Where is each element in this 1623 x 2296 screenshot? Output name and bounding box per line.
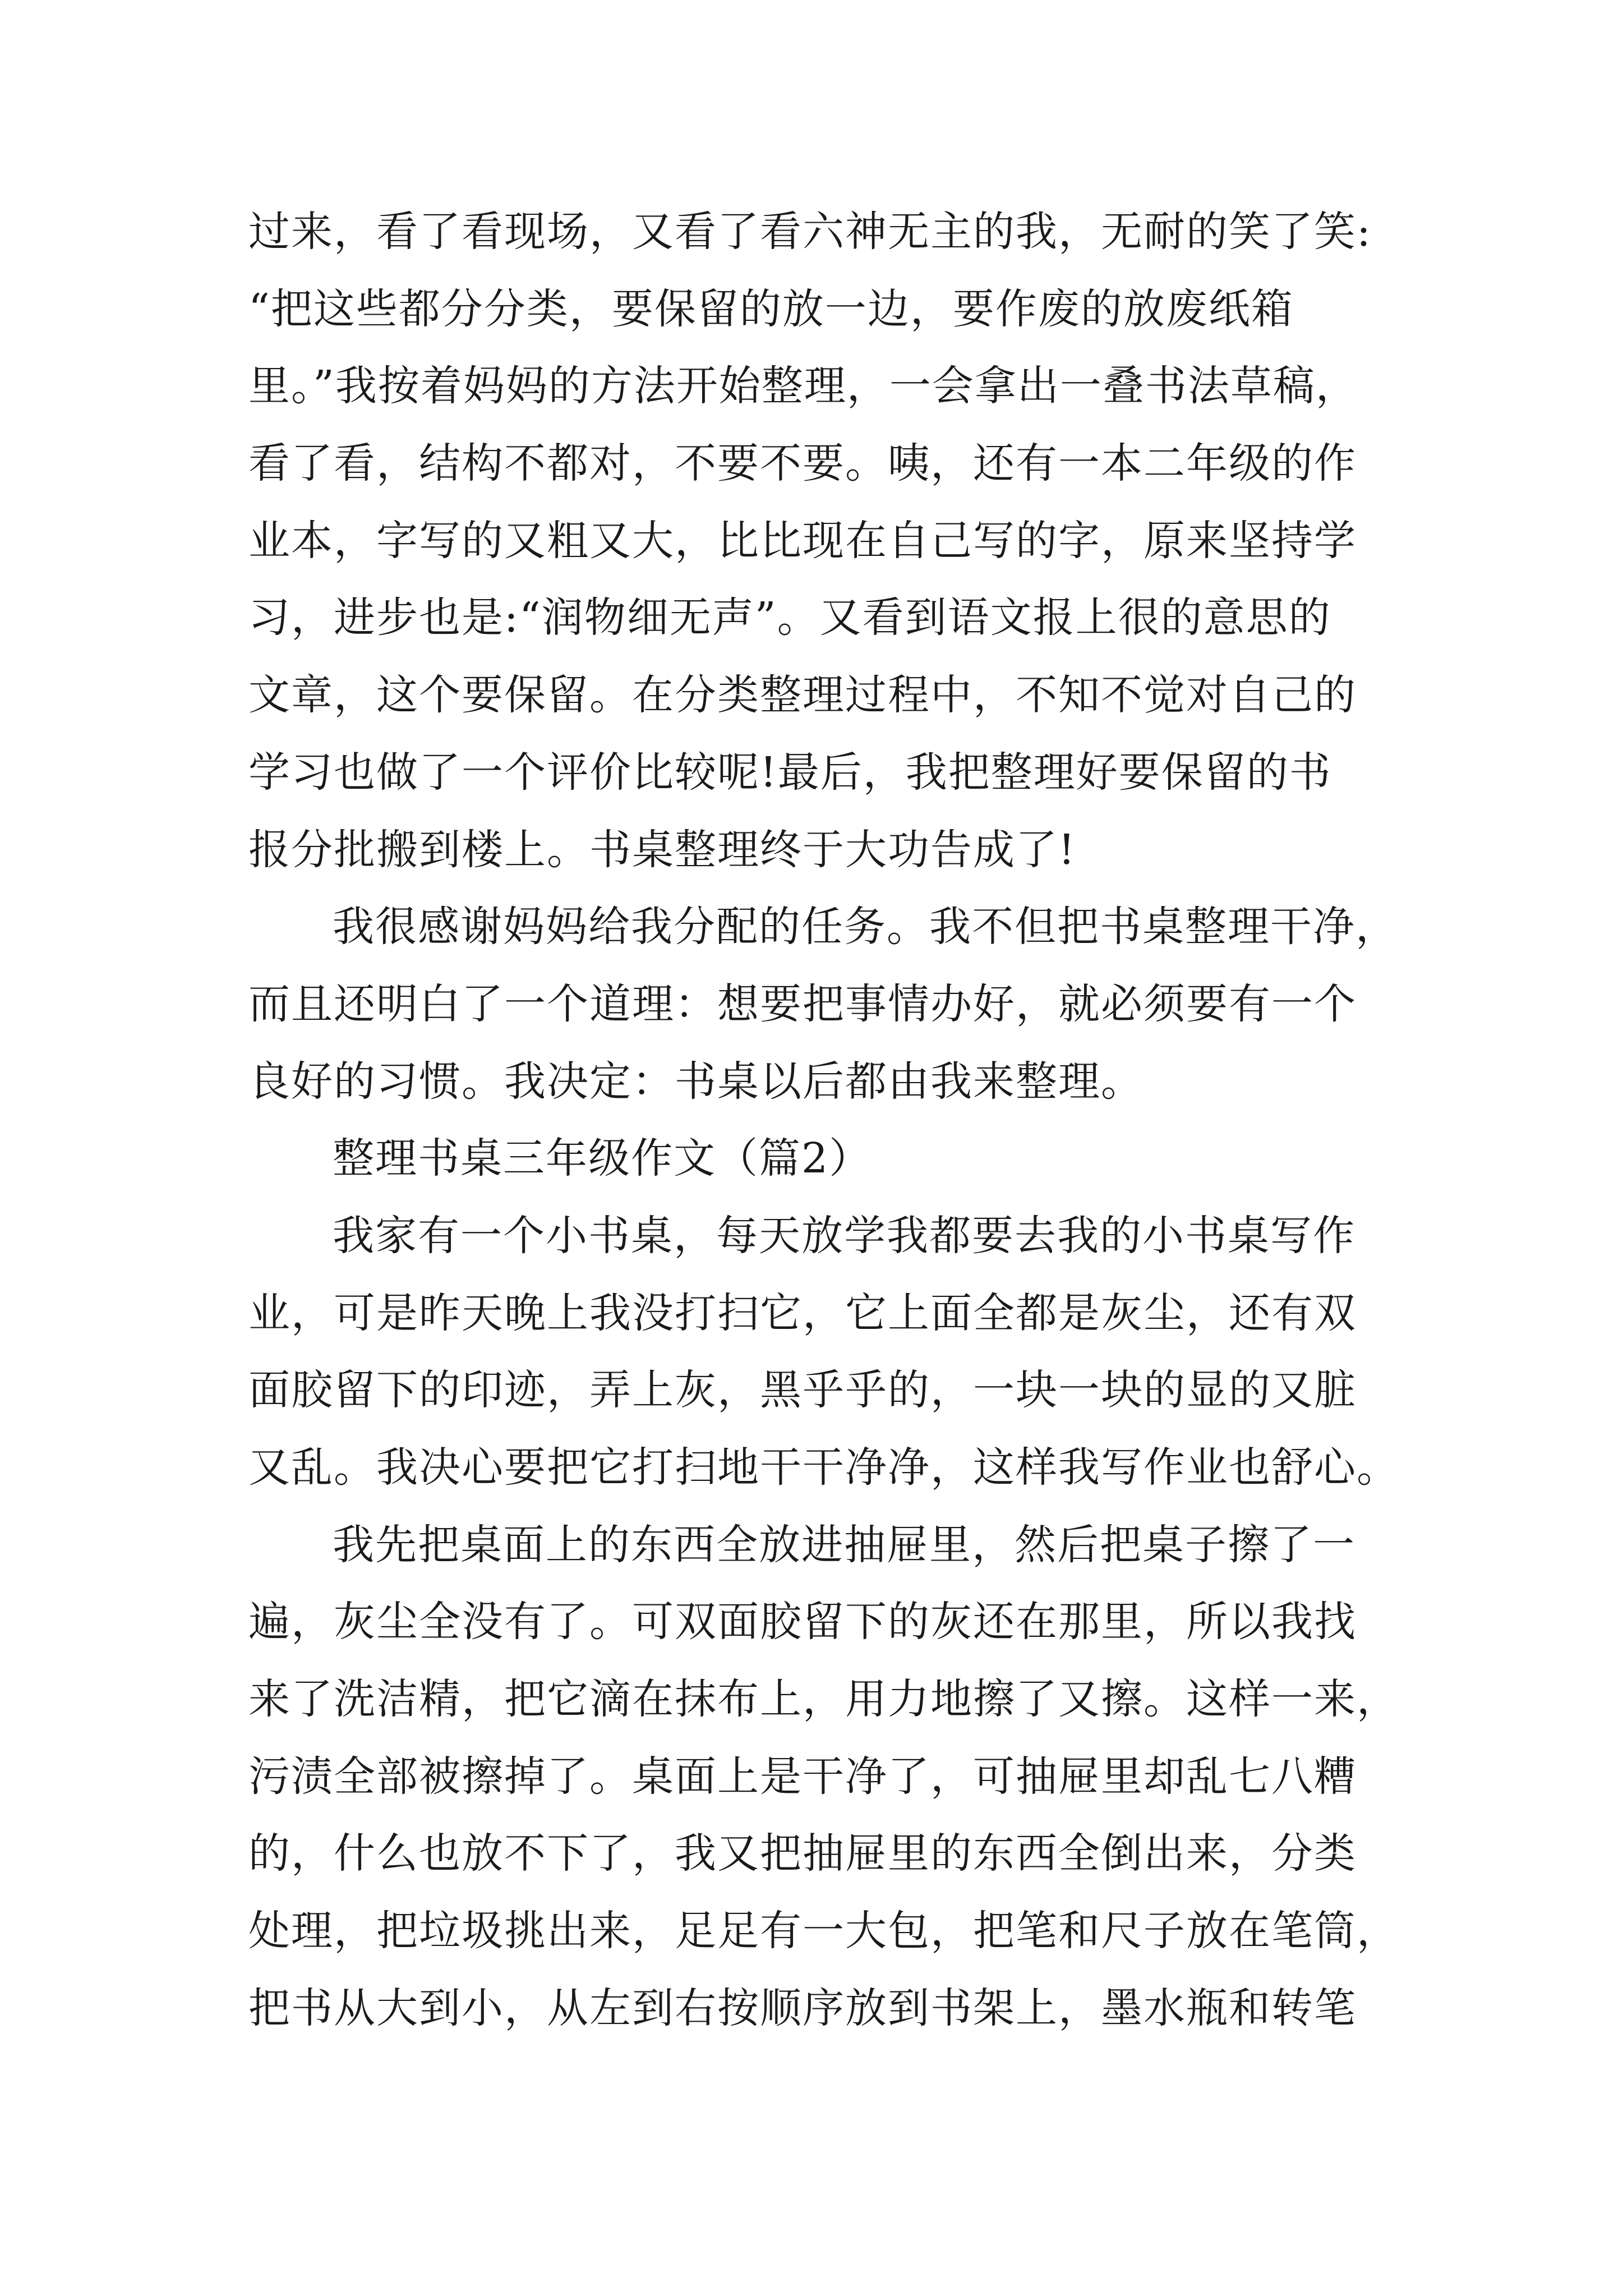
text-line: 看了看，结构不都对，不要不要。咦，还有一本二年级的作	[248, 439, 1357, 488]
text-line: 里。”我按着妈妈的方法开始整理，一会拿出一叠书法草稿，	[248, 362, 1358, 411]
section-heading: 整理书桌三年级作文（篇2）	[333, 1134, 872, 1183]
text-line: 的，什么也放不下了，我又把抽屉里的东西全倒出来，分类	[248, 1829, 1357, 1878]
text-line: 处理，把垃圾挑出来，足足有一大包，把笔和尺子放在笔筒，	[248, 1907, 1399, 1955]
text-line: 把书从大到小，从左到右按顺序放到书架上，墨水瓶和转笔	[248, 1984, 1357, 2032]
text-line: 报分批搬到楼上。书桌整理终于大功告成了!	[248, 825, 1076, 874]
text-line: 良好的习惯。我决定：书桌以后都由我来整理。	[248, 1057, 1144, 1106]
text-line: 又乱。我决心要把它打扫地干干净净，这样我写作业也舒心。	[248, 1443, 1399, 1492]
text-line: 业，可是昨天晚上我没打扫它，它上面全都是灰尘，还有双	[248, 1289, 1357, 1337]
text-line: 来了洗洁精，把它滴在抹布上，用力地擦了又擦。这样一来，	[248, 1675, 1399, 1724]
text-line: 学习也做了一个评价比较呢!最后，我把整理好要保留的书	[248, 748, 1332, 797]
text-line: 污渍全部被擦掉了。桌面上是干净了，可抽屉里却乱七八糟	[248, 1752, 1357, 1801]
text-line: 过来，看了看现场，又看了看六神无主的我，无耐的笑了笑:	[248, 208, 1372, 256]
text-line: 业本，字写的又粗又大，比比现在自己写的字，原来坚持学	[248, 516, 1357, 565]
document-body	[248, 194, 1399, 2047]
text-line: 而且还明白了一个道理：想要把事情办好，就必须要有一个	[248, 979, 1357, 1028]
text-line: 面胶留下的印迹，弄上灰，黑乎乎的，一块一块的显的又脏	[248, 1366, 1357, 1415]
text-line: 文章，这个要保留。在分类整理过程中，不知不觉对自己的	[248, 671, 1357, 720]
text-line: 遍，灰尘全没有了。可双面胶留下的灰还在那里，所以我找	[248, 1598, 1357, 1646]
text-line: “把这些都分分类，要保留的放一边，要作废的放废纸箱	[248, 284, 1294, 333]
paragraph-start-line: 我家有一个小书桌，每天放学我都要去我的小书桌写作	[333, 1211, 1355, 1260]
text-line: 习，进步也是:“润物细无声”。又看到语文报上很的意思的	[248, 593, 1331, 642]
paragraph-start-line: 我先把桌面上的东西全放进抽屉里，然后把桌子擦了一	[333, 1520, 1355, 1569]
paragraph-start-line: 我很感谢妈妈给我分配的任务。我不但把书桌整理干净，	[333, 903, 1398, 951]
